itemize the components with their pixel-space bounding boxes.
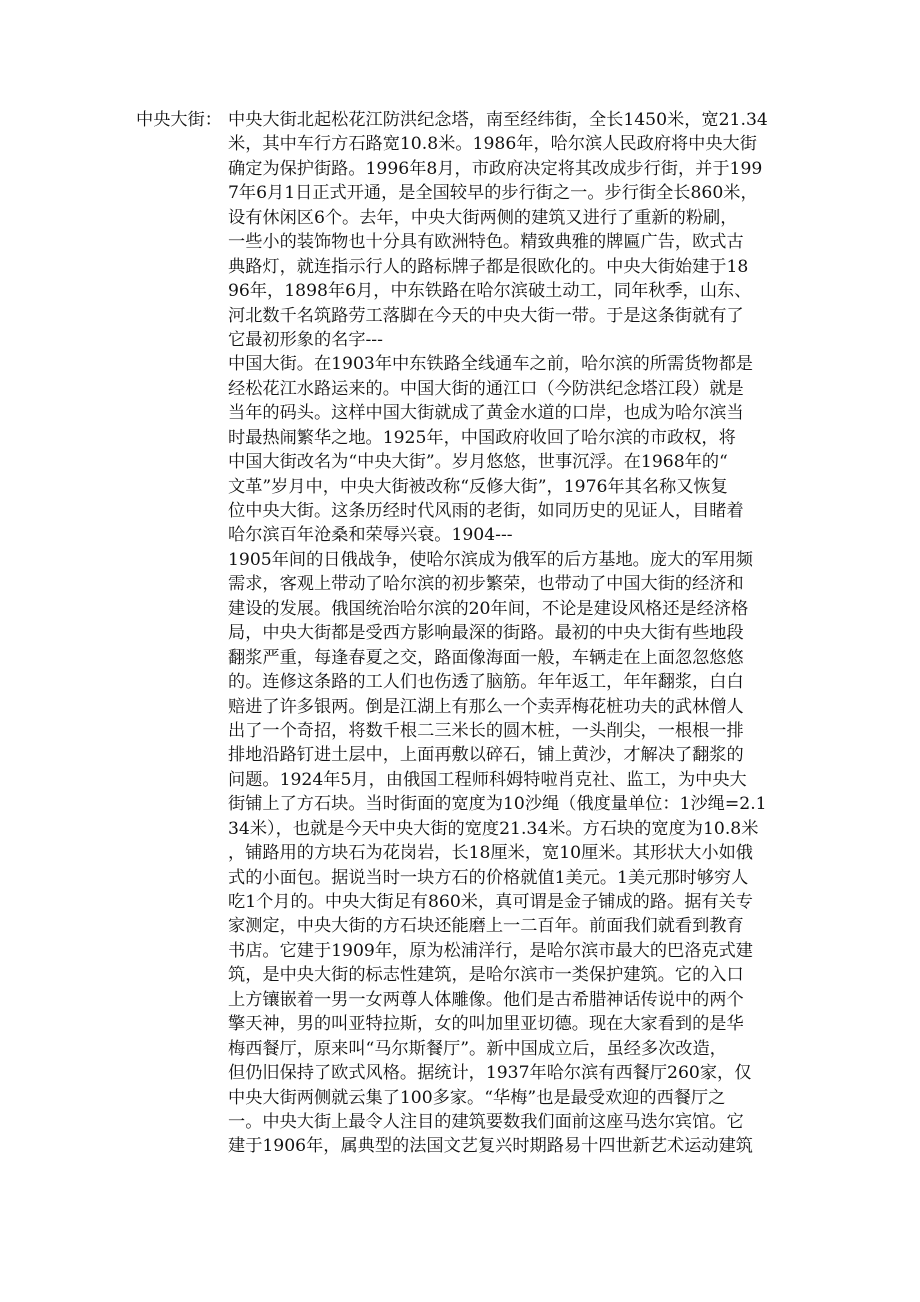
text-line: 经松花江水路运来的。中国大街的通江口（今防洪纪念塔江段）就是 xyxy=(228,378,744,399)
text-line: 米，其中车行方石路宽10.8米。1986年，哈尔滨人民政府将中央大街 xyxy=(228,134,757,155)
text-line: 式的小面包。据说当时一块方石的价格就值1美元。1美元那时够穷人 xyxy=(228,867,749,888)
text-line: 中国大街。在1903年中东铁路全线通车之前，哈尔滨的所需货物都是 xyxy=(228,354,753,375)
section-label: 中央大街： xyxy=(136,110,222,130)
text-line: 当年的码头。这样中国大街就成了黄金水道的口岸，也成为哈尔滨当 xyxy=(228,403,744,424)
text-line: 书店。它建于1909年，原为松浦洋行，是哈尔滨市最大的巴洛克式建 xyxy=(228,940,753,961)
text-line: 街铺上了方石块。当时街面的宽度为10沙绳（俄度量单位：1沙绳=2.1 xyxy=(228,794,767,815)
text-line: 时最热闹繁华之地。1925年，中国政府收回了哈尔滨的市政权，将 xyxy=(228,427,736,448)
text-line: ，铺路用的方块石为花岗岩，长18厘米，宽10厘米。其形状大小如俄 xyxy=(228,843,753,864)
text-line: 赔进了许多银两。倒是江湖上有那么一个卖弄梅花桩功夫的武林僧人 xyxy=(228,696,744,717)
text-line: 34米），也就是今天中央大街的宽度21.34米。方石块的宽度为10.8米 xyxy=(228,818,759,839)
text-line: 排地沿路钉进土层中，上面再敷以碎石，铺上黄沙，才解决了翻浆的 xyxy=(228,745,744,766)
text-line: 设有休闲区6个。去年，中央大街两侧的建筑又进行了重新的粉刷， xyxy=(228,207,738,228)
text-line: 文革”岁月中，中央大街被改称“反修大街”，1976年其名称又恢复 xyxy=(228,476,728,497)
text-line: 中国大街改名为“中央大街”。岁月悠悠，世事沉浮。在1968年的“ xyxy=(228,452,728,473)
text-line: 建于1906年，属典型的法国文艺复兴时期路易十四世新艺术运动建筑 xyxy=(228,1136,753,1157)
text-line: 但仍旧保持了欧式风格。据统计，1937年哈尔滨有西餐厅260家，仅 xyxy=(228,1063,752,1084)
text-line: 中央大街北起松花江防洪纪念塔，南至经纬街，全长1450米，宽21.34 xyxy=(228,110,768,130)
text-line: 中央大街两侧就云集了100多家。“华梅”也是最受欢迎的西餐厅之 xyxy=(228,1087,726,1108)
text-line: 一些小的装饰物也十分具有欧洲特色。精致典雅的牌匾广告，欧式古 xyxy=(228,232,744,253)
text-line: 位中央大街。这条历经时代风雨的老街，如同历史的见证人，目睹着 xyxy=(228,501,744,521)
text-line: 局，中央大街都是受西方影响最深的街路。最初的中央大街有些地段 xyxy=(228,623,744,644)
text-line: 家测定，中央大街的方石块还能磨上一二百年。前面我们就看到教育 xyxy=(228,916,744,937)
text-line: 的。连修这条路的工人们也伤透了脑筋。年年返工，年年翻浆，白白 xyxy=(228,672,744,693)
text-line: 吃1个月的。中央大街足有860米，真可谓是金子铺成的路。据有关专 xyxy=(228,892,753,912)
text-line: 筑，是中央大街的标志性建筑，是哈尔滨市一类保护建筑。它的入口 xyxy=(228,965,744,986)
text-line: 问题。1924年5月，由俄国工程师科姆特啦肖克社、监工，为中央大 xyxy=(228,769,747,790)
text-line: 建设的发展。俄国统治哈尔滨的20年间，不论是建设风格还是经济格 xyxy=(228,598,749,619)
text-line: 1905年间的日俄战争，使哈尔滨成为俄军的后方基地。庞大的军用频 xyxy=(228,549,753,570)
text-line: 哈尔滨百年沧桑和荣辱兴衰。1904--- xyxy=(228,525,513,546)
text-line: 需求，客观上带动了哈尔滨的初步繁荣，也带动了中国大街的经济和 xyxy=(228,574,744,595)
text-line: 确定为保护街路。1996年8月，市政府决定将其改成步行街，并于199 xyxy=(228,158,763,179)
text-line: 翻浆严重，每逢春夏之交，路面像海面一般，车辆走在上面忽忽悠悠 xyxy=(228,647,744,668)
text-line: 上方镶嵌着一男一女两尊人体雕像。他们是古希腊神话传说中的两个 xyxy=(228,989,744,1010)
text-line: 一。中央大街上最令人注目的建筑要数我们面前这座马迭尔宾馆。它 xyxy=(228,1111,744,1132)
text-line: 7年6月1日正式开通，是全国较早的步行街之一。步行街全长860米， xyxy=(228,183,758,204)
text-line: 96年，1898年6月，中东铁路在哈尔滨破土动工，同年秋季，山东、 xyxy=(228,281,752,302)
text-line: 擎天神，男的叫亚特拉斯，女的叫加里亚切德。现在大家看到的是华 xyxy=(228,1014,744,1035)
text-line: 河北数千名筑路劳工落脚在今天的中央大街一带。于是这条街就有了 xyxy=(228,305,744,326)
text-line: 它最初形象的名字--- xyxy=(228,329,383,350)
text-line: 梅西餐厅，原来叫“马尔斯餐厅”。新中国成立后，虽经多次改造， xyxy=(228,1038,727,1059)
text-line: 出了一个奇招，将数千根二三米长的圆木桩，一头削尖，一根根一排 xyxy=(228,720,744,741)
text-line: 典路灯，就连指示行人的路标牌子都是很欧化的。中央大街始建于18 xyxy=(228,256,749,277)
body-text xyxy=(228,108,788,1159)
